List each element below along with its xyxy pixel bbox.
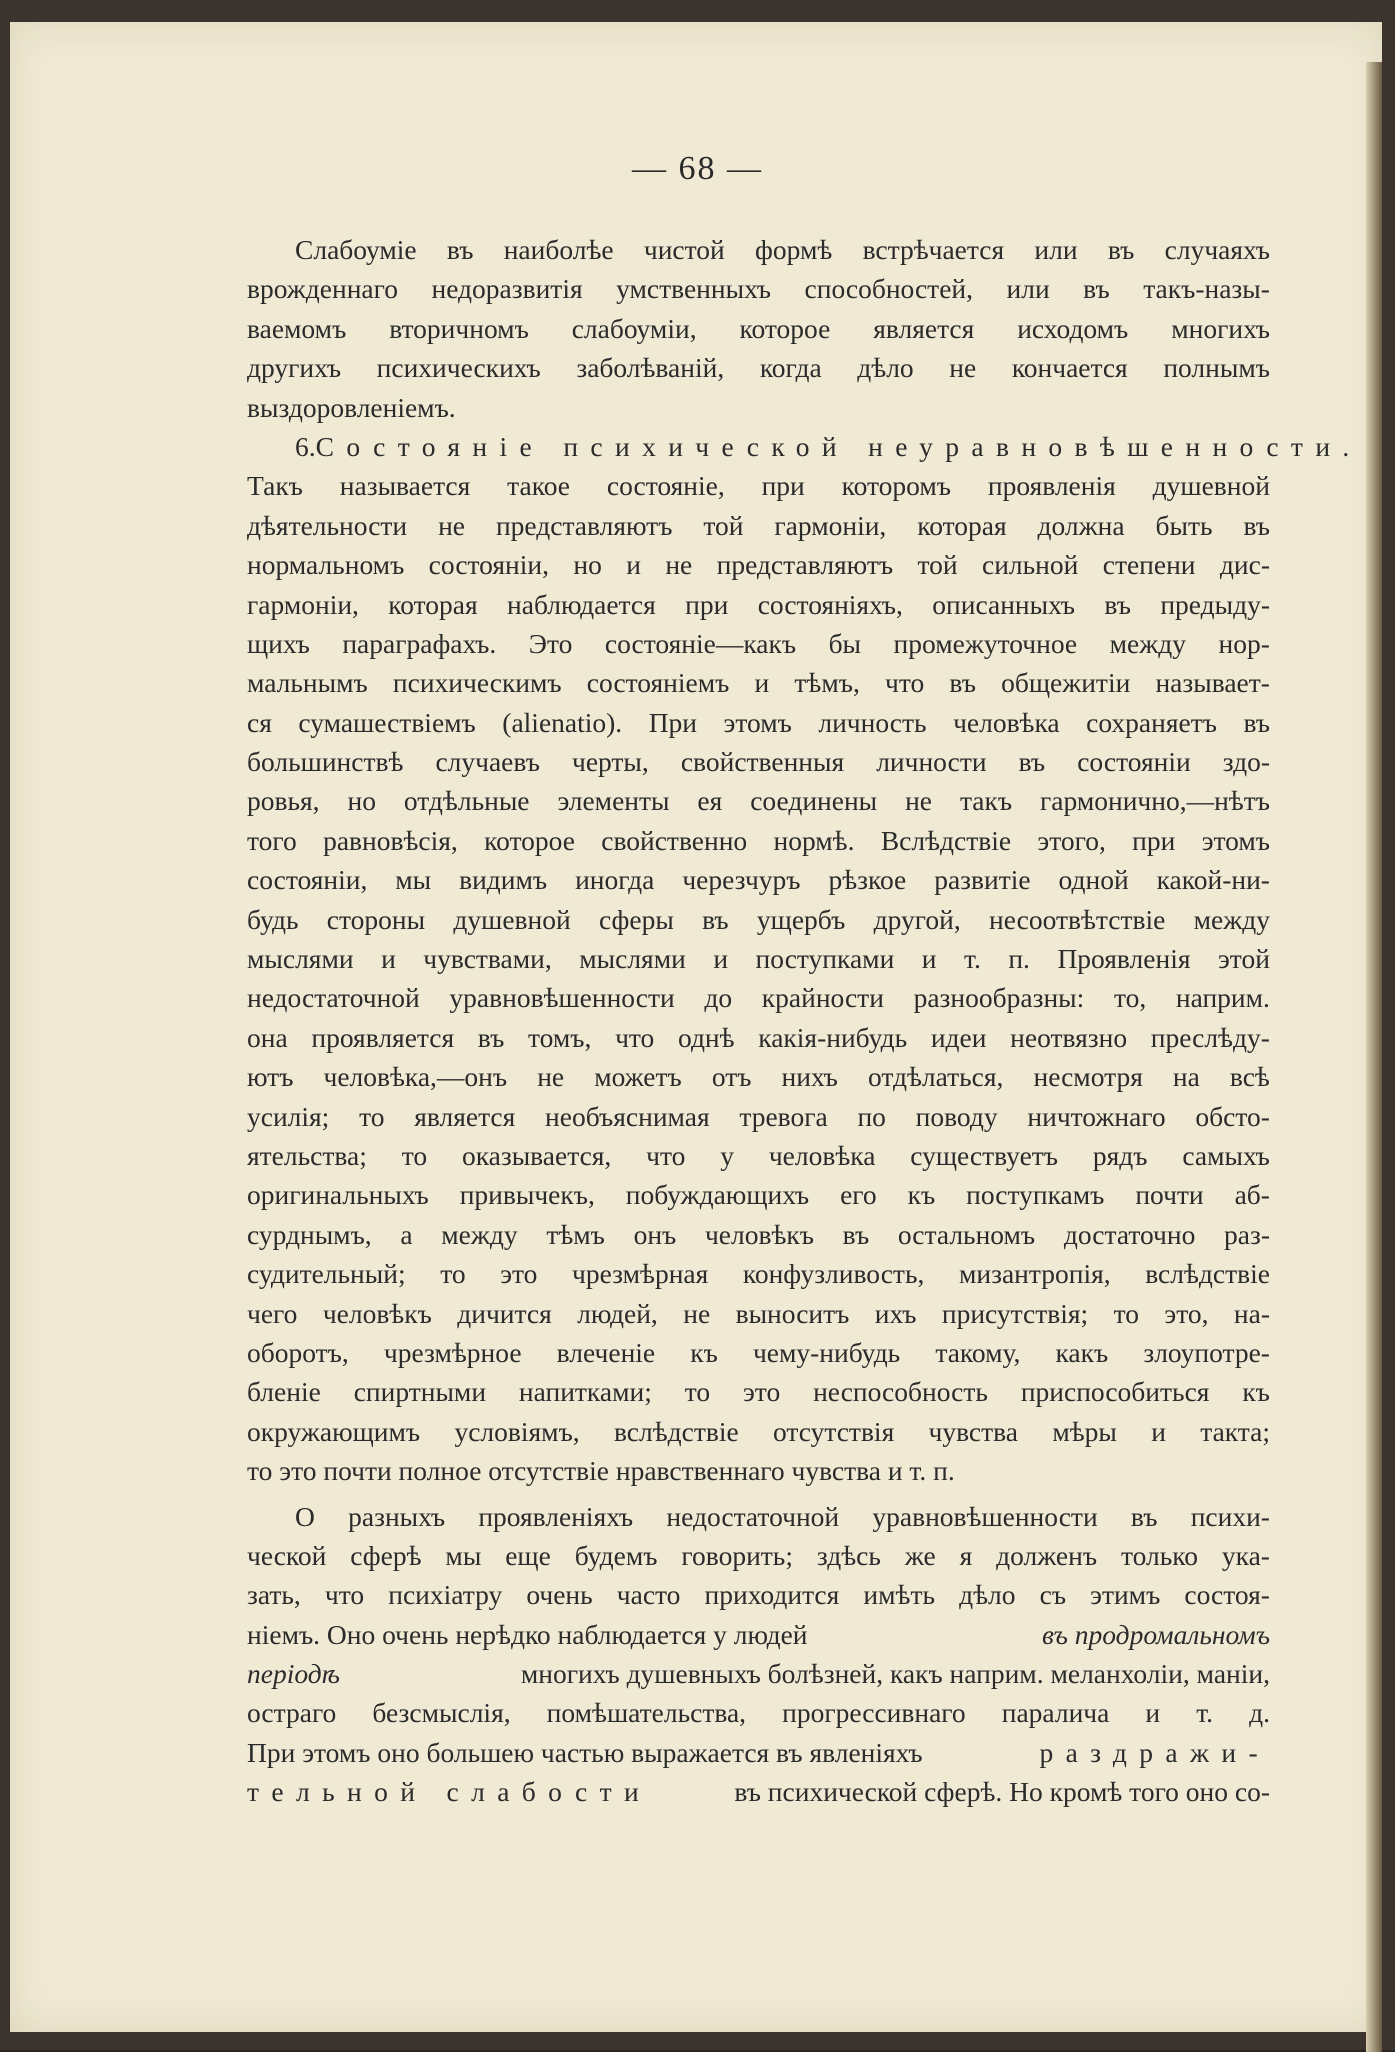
paragraph-1 xyxy=(247,230,1270,427)
text-run: При этомъ оно большею частью выражается въ явленiяхъ xyxy=(247,1736,923,1768)
text-line: зать, что психiатру очень часто приходится имѣть дѣло съ этимъ состоя- xyxy=(247,1579,1270,1611)
text-line: другихъ психическихъ заболѣванiй, когда дѣло не кончается полнымъ xyxy=(247,352,1270,384)
text-line: Такъ называется такое состоянiе, при которомъ проявленiя душевной xyxy=(247,470,1270,502)
text-line: того равновѣсiя, которое свойственно нормѣ. Вслѣдствiе этого, при этомъ xyxy=(247,824,1270,856)
text-line: остраго безсмыслiя, помѣшательства, прогрессивнаго паралича и т. д. xyxy=(247,1697,1270,1729)
text-run: въ психической сферѣ. Но кромѣ того оно со- xyxy=(734,1776,1270,1808)
italic-term: перiодѣ xyxy=(247,1658,340,1690)
text-line: дѣятельности не представляютъ той гармонiи, которая должна быть въ xyxy=(247,509,1270,541)
text-line: ваемомъ вторичномъ слабоумiи, которое является исходомъ многихъ xyxy=(247,312,1270,344)
text-line xyxy=(247,1772,1270,1811)
text-line: состоянiи, мы видимъ иногда черезчуръ рѣзкое развитiе одной какой-ни- xyxy=(247,864,1270,896)
paragraph-3 xyxy=(247,1497,1270,1812)
text-line: щихъ параграфахъ. Это состоянiе—какъ бы промежуточное между нор- xyxy=(247,627,1270,659)
text-run: нiемъ. Оно очень нерѣдко наблюдается у людей xyxy=(247,1618,808,1650)
text-line: будь стороны душевной сферы въ ущербъ другой, несоотвѣтствiе между xyxy=(247,903,1270,935)
text-line xyxy=(247,1615,1270,1654)
body-text xyxy=(247,230,1362,1812)
section-title: Состоянiе психической неуравновѣшенности. xyxy=(315,430,1362,462)
text-line: судительный; то это чрезмѣрная конфузливость, мизантропiя, вслѣдствiе xyxy=(247,1258,1270,1290)
page-number: — 68 — xyxy=(632,150,763,187)
text-line: мыслями и чувствами, мыслями и поступками и т. п. Проявленiя этой xyxy=(247,943,1270,975)
text-line: она проявляется въ томъ, что однѣ какiя-нибудь идеи неотвязно преслѣду- xyxy=(247,1021,1270,1053)
text-line: О разныхъ проявленiяхъ недостаточной уравновѣшенности въ психи- xyxy=(295,1500,1270,1532)
section-number: 6. xyxy=(295,430,316,462)
text-line: нормальномъ состоянiи, но и не представляютъ той сильной степени дис- xyxy=(247,549,1270,581)
text-line: окружающимъ условiямъ, вслѣдствiе отсутствiя чувства мѣры и такта; xyxy=(247,1415,1270,1447)
spaced-term: раздражи- xyxy=(1039,1736,1270,1768)
text-line: мальнымъ психическимъ состоянiемъ и тѣмъ, что въ общежитiи называет- xyxy=(247,667,1270,699)
italic-term: въ продромальномъ xyxy=(1042,1618,1270,1650)
text-line: Слабоумiе въ наиболѣе чистой формѣ встрѣчается или въ случаяхъ xyxy=(295,234,1270,265)
text-line: ятельства; то оказывается, что у человѣка существуетъ рядъ самыхъ xyxy=(247,1139,1270,1171)
text-line: сурднымъ, а между тѣмъ онъ человѣкъ въ остальномъ достаточно раз- xyxy=(247,1218,1270,1250)
text-line: оригинальныхъ привычекъ, побуждающихъ его къ поступкамъ почти аб- xyxy=(247,1179,1270,1211)
text-run: многихъ душевныхъ болѣзней, какъ наприм. меланхолiи, манiи, xyxy=(520,1658,1270,1690)
text-line: оборотъ, чрезмѣрное влеченiе къ чему-нибудь такому, какъ злоупотре- xyxy=(247,1336,1270,1368)
text-line xyxy=(247,1654,1270,1693)
text-line: выздоровленiемъ. xyxy=(247,391,456,423)
text-line: ютъ человѣка,—онъ не можетъ отъ нихъ отдѣлаться, несмотря на всѣ xyxy=(247,1061,1270,1093)
text-line: чего человѣкъ дичится людей, не выноситъ ихъ присутствiя; то это, на- xyxy=(247,1297,1270,1329)
text-line: гармонiи, которая наблюдается при состоянiяхъ, описанныхъ въ предыду- xyxy=(247,588,1270,620)
text-line: усилiя; то является необъяснимая тревога по поводу ничтожнаго обсто- xyxy=(247,1100,1270,1132)
text-line: большинствѣ случаевъ черты, свойственныя личности въ состоянiи здо- xyxy=(247,746,1270,778)
text-line: ся сумашествiемъ (alienatio). При этомъ личность человѣка сохраняетъ въ xyxy=(247,706,1270,738)
text-line: врожденнаго недоразвитiя умственныхъ способностей, или въ такъ-назы- xyxy=(247,273,1270,305)
spaced-term: тельной слабости xyxy=(247,1776,652,1808)
section-heading xyxy=(247,427,1362,466)
text-line: бленiе спиртными напитками; то это неспособность приспособиться къ xyxy=(247,1376,1270,1408)
text-line: недостаточной уравновѣшенности до крайности разнообразны: то, наприм. xyxy=(247,982,1270,1014)
text-line: то это почти полное отсутствiе нравственнаго чувства и т. п. xyxy=(247,1455,955,1487)
page-edge-shadow xyxy=(1366,62,1382,2052)
text-line: ровья, но отдѣльные элементы ея соединены не такъ гармонично,—нѣтъ xyxy=(247,785,1270,817)
text-line xyxy=(247,1733,1270,1772)
paragraph-2 xyxy=(247,427,1362,1491)
text-line: ческой сферѣ мы еще будемъ говорить; здѣсь же я долженъ только ука- xyxy=(247,1539,1270,1571)
